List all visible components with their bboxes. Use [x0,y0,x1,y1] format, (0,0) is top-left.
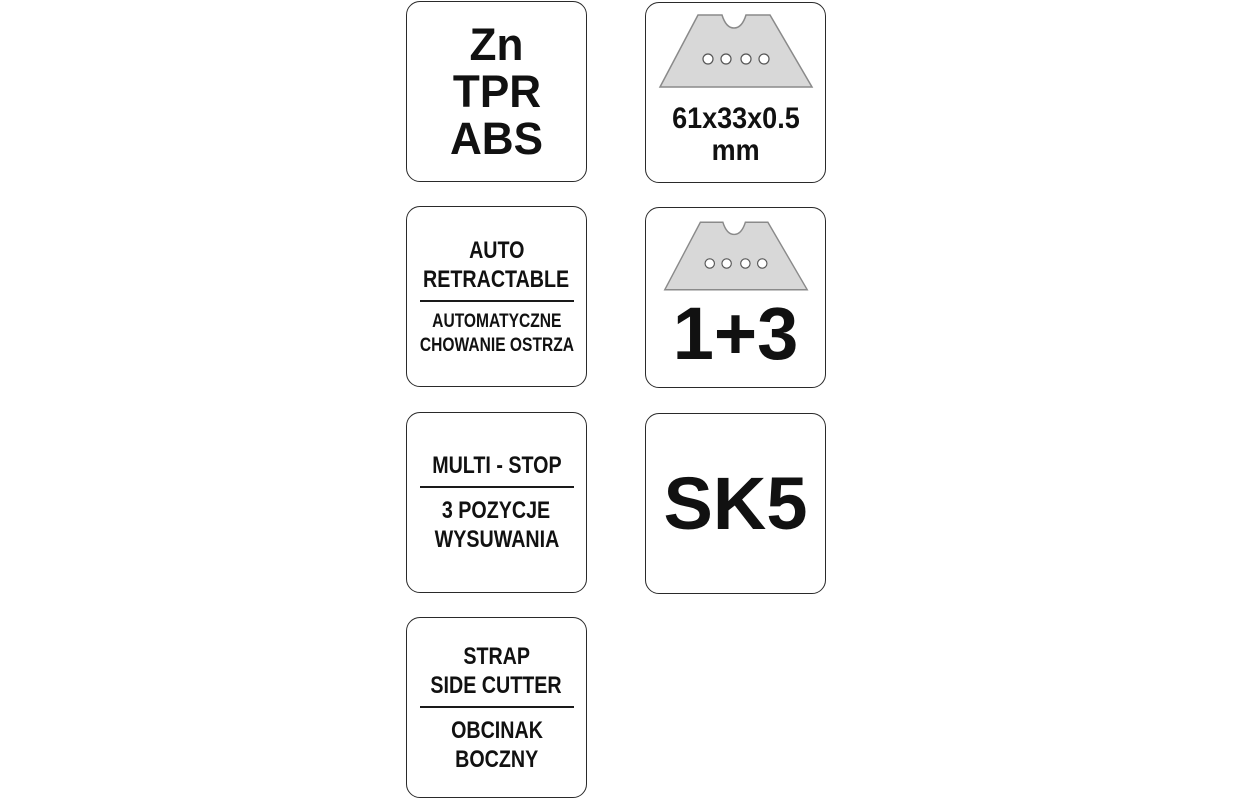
blade-count: 1+3 [672,292,799,375]
blade-count-tile [645,207,826,388]
material-tpr: TPR [452,66,541,117]
material-tile [406,1,587,182]
auto-retract-tile [406,206,587,387]
strap-cutter-pl-line2: BOCZNY [454,745,539,773]
multi-stop-pl-line2: WYSUWANIA [434,526,559,553]
steel-grade-tile [645,413,826,594]
multi-stop-tile [406,412,587,593]
blade-dimensions: 61x33x0.5 [671,102,800,135]
auto-retract-en-line2: RETRACTABLE [423,265,570,293]
strap-cutter-en-line2: SIDE CUTTER [430,671,563,699]
strap-cutter-pl-line1: OBCINAK [450,716,543,744]
divider [420,486,574,488]
auto-retract-pl-line2: CHOWANIE OSTRZA [419,334,574,356]
steel-grade: SK5 [663,461,808,545]
blade-size-tile [645,2,826,183]
divider [420,300,574,302]
strap-cutter-en-line1: STRAP [463,642,530,670]
material-zn: Zn [469,19,524,70]
material-abs: ABS [449,113,544,164]
multi-stop-pl-line1: 3 POZYCJE [442,497,551,524]
auto-retract-pl-line1: AUTOMATYCZNE [431,310,562,332]
utility-blade-icon [661,216,811,296]
strap-cutter-tile [406,617,587,798]
utility-blade-icon [656,9,816,93]
blade-dimensions-unit: mm [711,134,760,167]
multi-stop-en: MULTI - STOP [431,452,562,479]
auto-retract-en-line1: AUTO [468,236,525,264]
divider [420,706,574,708]
